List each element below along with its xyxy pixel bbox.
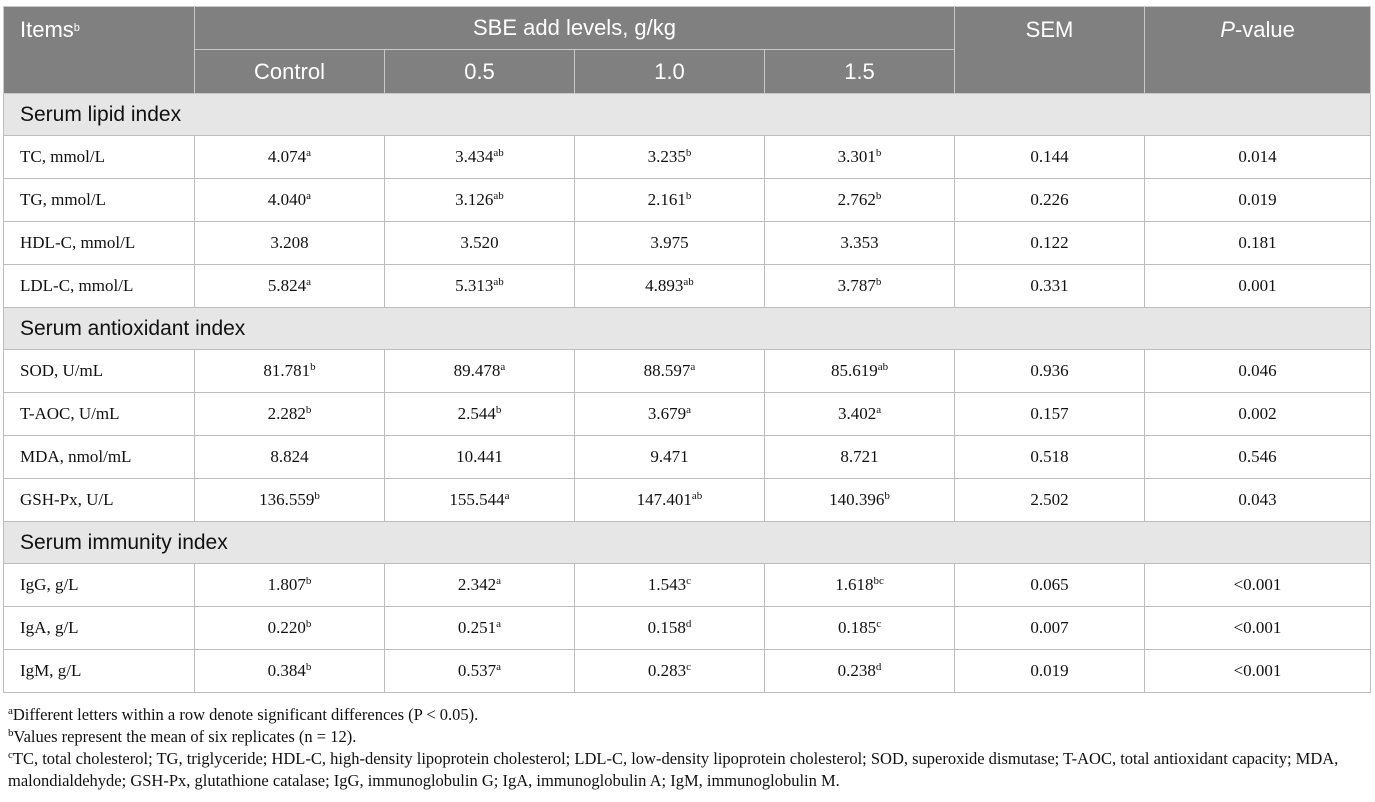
p-value-cell: 0.019 — [1145, 179, 1371, 222]
section-title: Serum antioxidant index — [4, 308, 1371, 350]
significance-letter: a — [496, 661, 502, 673]
footnote — [8, 704, 1370, 726]
table-row — [4, 350, 1371, 393]
value-text: 147.401 — [636, 490, 692, 509]
section-row — [4, 522, 1371, 564]
p-value-cell: 0.001 — [1145, 265, 1371, 308]
value-text: 81.781 — [263, 361, 311, 380]
significance-letter: b — [875, 147, 882, 159]
significance-letter: ab — [877, 361, 889, 373]
header-sem: SEM — [955, 7, 1145, 94]
footnote-text: TC, total cholesterol; TG, triglyceride; HDL-C, high-density lipoprotein cholesterol; LDL-C, low-density lipoprotein cholesterol; SOD, superoxide dismutase; T-AOC, total antioxidant capacity; MDA, malondialdehyde; GSH-Px, glutathione catalase; IgG, immunoglobulin G; IgA, immunoglobulin A; IgM, immunoglobulin M. — [8, 749, 1339, 790]
table-row — [4, 564, 1371, 607]
value-text: 3.208 — [270, 233, 309, 252]
sem-cell: 0.518 — [955, 436, 1145, 479]
value-cell — [385, 222, 575, 265]
significance-letter: b — [884, 490, 890, 502]
significance-letter: a — [504, 490, 510, 502]
significance-letter: b — [305, 404, 312, 416]
p-value-cell: <0.001 — [1145, 564, 1371, 607]
value-text: 0.537 — [457, 661, 497, 680]
header-p-value — [1145, 7, 1371, 94]
significance-letter: ab — [493, 147, 504, 159]
p-value-cell: 0.181 — [1145, 222, 1371, 265]
table-header — [4, 7, 1371, 94]
significance-letter: b — [875, 190, 882, 202]
value-text: 140.396 — [829, 490, 885, 509]
value-text: 2.161 — [647, 190, 686, 209]
value-cell — [385, 607, 575, 650]
header-items-footnote-mark: b — [73, 22, 80, 34]
value-cell — [575, 393, 765, 436]
significance-letter: b — [495, 404, 502, 416]
significance-letter: ab — [493, 190, 504, 202]
value-cell — [765, 650, 955, 693]
significance-letter: b — [314, 490, 320, 502]
value-text: 1.543 — [647, 575, 687, 594]
significance-letter: a — [876, 404, 882, 416]
value-cell — [765, 607, 955, 650]
table-footnotes — [8, 704, 1370, 792]
table-row — [4, 479, 1371, 522]
p-value-cell: <0.001 — [1145, 607, 1371, 650]
table-row — [4, 607, 1371, 650]
value-cell — [195, 393, 385, 436]
value-text: 4.040 — [267, 190, 307, 209]
value-cell — [765, 393, 955, 436]
row-label: MDA, nmol/mL — [4, 436, 195, 479]
row-label: IgA, g/L — [4, 607, 195, 650]
row-label: GSH-Px, U/L — [4, 479, 195, 522]
significance-letter: b — [685, 190, 692, 202]
value-cell — [385, 265, 575, 308]
value-text: 3.126 — [455, 190, 494, 209]
significance-letter: b — [310, 361, 316, 373]
results-table — [3, 6, 1371, 693]
value-text: 3.402 — [837, 404, 877, 423]
value-text: 0.251 — [457, 618, 497, 637]
header-p-rest: -value — [1234, 17, 1295, 42]
significance-letter: a — [690, 361, 696, 373]
table-row — [4, 393, 1371, 436]
row-label: T-AOC, U/mL — [4, 393, 195, 436]
value-text: 3.434 — [455, 147, 494, 166]
value-text: 89.478 — [453, 361, 501, 380]
significance-letter: b — [875, 276, 882, 288]
value-cell — [575, 564, 765, 607]
value-cell — [575, 179, 765, 222]
value-text: 3.353 — [840, 233, 879, 252]
value-cell — [385, 650, 575, 693]
value-cell — [765, 222, 955, 265]
footnote — [8, 726, 1370, 748]
significance-letter: bc — [873, 575, 884, 587]
footnote-mark: b — [8, 727, 14, 739]
significance-letter: a — [306, 147, 312, 159]
value-text: 155.544 — [449, 490, 505, 509]
significance-letter: c — [876, 618, 882, 630]
value-text: 4.893 — [645, 276, 684, 295]
section-row — [4, 308, 1371, 350]
value-cell — [195, 564, 385, 607]
value-cell — [195, 136, 385, 179]
value-text: 3.679 — [647, 404, 687, 423]
value-text: 2.282 — [267, 404, 306, 423]
row-label: TC, mmol/L — [4, 136, 195, 179]
row-label: HDL-C, mmol/L — [4, 222, 195, 265]
p-value-cell: <0.001 — [1145, 650, 1371, 693]
value-cell — [575, 350, 765, 393]
value-cell — [385, 136, 575, 179]
significance-letter: b — [305, 618, 312, 630]
significance-letter: d — [875, 661, 882, 673]
significance-letter: c — [686, 575, 692, 587]
section-row — [4, 94, 1371, 136]
significance-letter: ab — [691, 490, 703, 502]
significance-letter: a — [686, 404, 692, 416]
significance-letter: ab — [683, 276, 694, 288]
value-cell — [765, 265, 955, 308]
p-value-cell: 0.546 — [1145, 436, 1371, 479]
value-cell — [385, 393, 575, 436]
value-text: 3.787 — [837, 276, 876, 295]
value-text: 0.185 — [837, 618, 877, 637]
value-text: 0.158 — [647, 618, 686, 637]
value-cell — [195, 179, 385, 222]
value-text: 5.313 — [455, 276, 494, 295]
sem-cell: 0.007 — [955, 607, 1145, 650]
value-cell — [765, 479, 955, 522]
value-cell — [385, 479, 575, 522]
significance-letter: a — [496, 618, 502, 630]
sem-cell: 0.065 — [955, 564, 1145, 607]
sem-cell: 0.331 — [955, 265, 1145, 308]
significance-letter: a — [306, 276, 312, 288]
value-text: 88.597 — [643, 361, 691, 380]
sem-cell: 0.019 — [955, 650, 1145, 693]
significance-letter: b — [305, 661, 312, 673]
value-cell — [765, 179, 955, 222]
header-level-1-0: 1.0 — [575, 50, 765, 94]
value-text: 0.238 — [837, 661, 876, 680]
sem-cell: 0.157 — [955, 393, 1145, 436]
table-row — [4, 222, 1371, 265]
table-row — [4, 650, 1371, 693]
value-text: 0.283 — [647, 661, 687, 680]
value-text: 3.520 — [460, 233, 499, 252]
value-text: 3.975 — [650, 233, 689, 252]
value-text: 0.220 — [267, 618, 306, 637]
section-title: Serum immunity index — [4, 522, 1371, 564]
value-cell — [195, 650, 385, 693]
header-level-1-5: 1.5 — [765, 50, 955, 94]
significance-letter: c — [686, 661, 692, 673]
significance-letter: ab — [493, 276, 504, 288]
value-cell — [765, 436, 955, 479]
significance-letter: b — [685, 147, 692, 159]
value-cell — [575, 222, 765, 265]
header-level-control: Control — [195, 50, 385, 94]
value-text: 2.342 — [457, 575, 497, 594]
value-cell — [385, 179, 575, 222]
sem-cell: 0.936 — [955, 350, 1145, 393]
value-text: 8.721 — [840, 447, 879, 466]
header-items — [4, 7, 195, 94]
significance-letter: a — [496, 575, 502, 587]
p-value-cell: 0.046 — [1145, 350, 1371, 393]
value-text: 10.441 — [456, 447, 503, 466]
sem-cell: 0.144 — [955, 136, 1145, 179]
footnote-text: Values represent the mean of six replicates (n = 12). — [13, 727, 357, 746]
value-cell — [195, 607, 385, 650]
header-p-italic: P — [1220, 17, 1235, 42]
p-value-cell: 0.002 — [1145, 393, 1371, 436]
row-label: SOD, U/mL — [4, 350, 195, 393]
table-body — [4, 94, 1371, 693]
value-text: 8.824 — [270, 447, 309, 466]
value-cell — [575, 436, 765, 479]
sem-cell: 0.122 — [955, 222, 1145, 265]
value-cell — [195, 436, 385, 479]
value-text: 3.235 — [647, 147, 686, 166]
value-cell — [385, 564, 575, 607]
value-cell — [765, 350, 955, 393]
value-cell — [195, 222, 385, 265]
row-label: IgM, g/L — [4, 650, 195, 693]
significance-letter: a — [500, 361, 506, 373]
significance-letter: d — [685, 618, 692, 630]
value-text: 9.471 — [650, 447, 689, 466]
value-text: 3.301 — [837, 147, 876, 166]
section-title: Serum lipid index — [4, 94, 1371, 136]
value-text: 1.807 — [267, 575, 306, 594]
value-cell — [385, 436, 575, 479]
value-cell — [195, 265, 385, 308]
value-cell — [575, 136, 765, 179]
value-cell — [195, 350, 385, 393]
header-sbe-levels: SBE add levels, g/kg — [195, 7, 955, 50]
value-cell — [575, 607, 765, 650]
value-cell — [385, 350, 575, 393]
value-cell — [575, 265, 765, 308]
value-cell — [575, 650, 765, 693]
header-level-0-5: 0.5 — [385, 50, 575, 94]
value-cell — [195, 479, 385, 522]
value-text: 85.619 — [830, 361, 878, 380]
table-row — [4, 136, 1371, 179]
footnote-mark: a — [8, 705, 13, 717]
significance-letter: a — [306, 190, 312, 202]
row-label: LDL-C, mmol/L — [4, 265, 195, 308]
table-row — [4, 436, 1371, 479]
sem-cell: 2.502 — [955, 479, 1145, 522]
table-row — [4, 265, 1371, 308]
value-text: 2.762 — [837, 190, 876, 209]
sem-cell: 0.226 — [955, 179, 1145, 222]
header-items-label: Items — [20, 17, 74, 42]
value-text: 1.618 — [835, 575, 874, 594]
p-value-cell: 0.014 — [1145, 136, 1371, 179]
value-cell — [575, 479, 765, 522]
row-label: TG, mmol/L — [4, 179, 195, 222]
significance-letter: b — [305, 575, 312, 587]
footnote-text: Different letters within a row denote significant differences (P < 0.05). — [12, 705, 479, 724]
footnote — [8, 748, 1370, 792]
p-value-cell: 0.043 — [1145, 479, 1371, 522]
value-text: 136.559 — [259, 490, 315, 509]
value-text: 4.074 — [267, 147, 307, 166]
value-cell — [765, 564, 955, 607]
table-row — [4, 179, 1371, 222]
value-cell — [765, 136, 955, 179]
footnote-mark: c — [8, 749, 13, 761]
value-text: 0.384 — [267, 661, 306, 680]
value-text: 2.544 — [457, 404, 496, 423]
value-text: 5.824 — [267, 276, 307, 295]
row-label: IgG, g/L — [4, 564, 195, 607]
